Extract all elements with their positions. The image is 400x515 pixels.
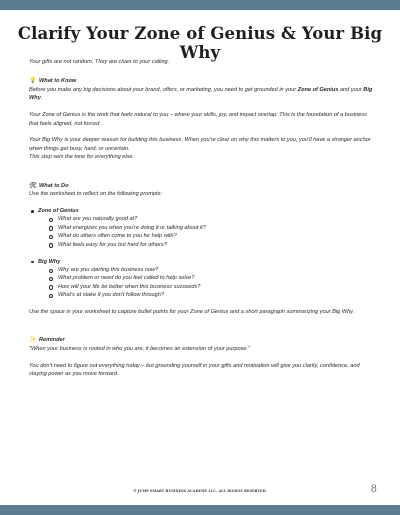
what-to-know-paragraph-4: This step sets the tone for everything else. xyxy=(29,154,135,161)
list-item: Why are you starting this business now? xyxy=(48,266,374,274)
prompt-group-label: Zone of Genius xyxy=(38,207,79,214)
list-item: What's at stake if you don't follow through? xyxy=(48,291,374,299)
copyright-footer: © JUMP SMART BUSINESS ACADEMY LLC. ALL RIGHTS RESERVED. xyxy=(133,489,267,493)
list-item: What problem or need do you feel called to help solve? xyxy=(48,274,374,282)
paragraph-text: Before you make any big decisions about your brand, offers, or marketing, you need to get grounded in your xyxy=(29,86,298,93)
lightbulb-icon: 💡 xyxy=(29,78,37,85)
prompt-group-label: Big Why xyxy=(38,258,61,265)
hammer-wrench-icon: 🛠 xyxy=(29,182,37,189)
what-to-know-label: What to Know xyxy=(39,78,77,85)
page-number: 8 xyxy=(370,484,377,495)
what-to-do-label: What to Do xyxy=(39,182,69,189)
reminder-heading xyxy=(29,336,374,344)
zone-of-genius-emphasis: Zone of Genius xyxy=(297,86,339,93)
top-header-band xyxy=(0,0,400,10)
sparkle-icon: ✨ xyxy=(29,337,37,344)
prompt-group-big-why xyxy=(29,258,374,300)
list-item: What energizes you when you're doing it or talking about it? xyxy=(48,224,374,232)
reminder-quote: "When your business is rooted in who you are, it becomes an extension of your purpose." xyxy=(29,345,251,352)
page-title: Clarify Your Zone of Genius & Your Big Why xyxy=(17,24,383,62)
reminder-label: Reminder xyxy=(39,337,65,344)
prompt-group-zone-of-genius xyxy=(29,207,374,249)
prompt-list xyxy=(29,258,374,300)
what-to-know-paragraph-3: Your Big Why is your deeper reason for building this business. When you're clear on why this matters to you, you'll have a stronger anchor when things get busy, hard, or uncertain. xyxy=(29,137,371,152)
list-item: How will your life be better when this business succeeds? xyxy=(48,283,374,291)
list-item: What are you naturally good at? xyxy=(48,215,374,223)
prompt-sublist xyxy=(38,266,374,300)
prompt-sublist xyxy=(38,215,374,249)
intro-text: Your gifts are not random. They are clues to your calling. xyxy=(29,59,170,65)
what-to-do-heading xyxy=(29,182,374,190)
bottom-footer-band xyxy=(0,505,400,515)
what-to-know-paragraph-1 xyxy=(29,86,374,103)
paragraph-text: . xyxy=(40,95,43,102)
paragraph-text: and your xyxy=(338,86,364,93)
what-to-know-heading xyxy=(29,77,374,85)
page-content xyxy=(29,58,374,379)
what-to-know-paragraph-2: Your Zone of Genius is the work that feels natural to you – where your skills, joy, and impact overlap. This is the foundation of a business that feels aligned, not forced. xyxy=(29,112,367,127)
big-why-emphasis: Big Why xyxy=(29,86,373,102)
what-to-do-closing: Use the space in your worksheet to capture bullet points for your Zone of Genius and a short paragraph summarizing your Big Why. xyxy=(29,309,355,316)
reminder-body: You don't need to figure out everything today – but grounding yourself in your gifts and motivation will give you clarity, confidence, and staying power as you move forward. xyxy=(29,362,360,378)
prompt-list xyxy=(29,207,374,249)
list-item: What feels easy for you but hard for others? xyxy=(48,241,374,249)
what-to-do-intro: Use the worksheet to reflect on the following prompts: xyxy=(29,191,163,198)
list-item: What do others often come to you for help with? xyxy=(48,232,374,240)
